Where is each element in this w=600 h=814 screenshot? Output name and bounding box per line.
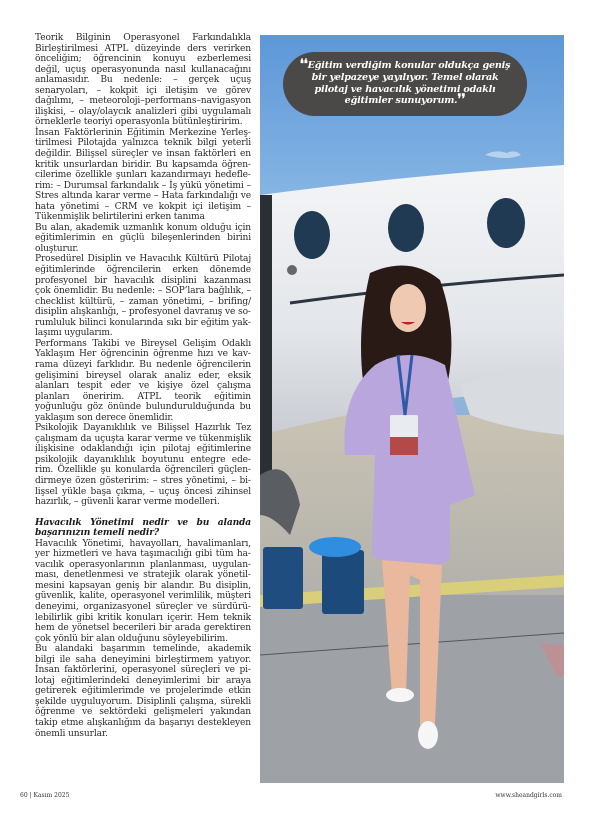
- shoe: [418, 721, 438, 749]
- pull-quote-text: Eğitim verdiğim konular oldukça geniş bir yelpazeye yayılıyor. Temel olarak pilotaj ve havacılık yönetimi odaklı eğitimler sunuyorum.: [307, 60, 511, 107]
- face: [390, 284, 426, 332]
- close-quote-icon: ❜❜: [457, 92, 466, 108]
- pull-quote: [283, 52, 527, 116]
- paragraph-human-factors: İnsan Faktörlerinin Eğitimin Merkezine Yerleştirilmesi Pilotajda yalnızca teknik bilgi yeterli değildir. Bilişsel süreçler ve insan faktörleri en kritik unsurlardan biridir. Bu kapsamda öğrencilerime özellikle şunları kazandırmayı hedeflerim: – Durumsal farkındalık – İş yükü yönetimi – Stres altında karar verme – Hata farkındalığı ve hata yönetimi – CRM ve kokpit içi iletişim – Tükenmişlik belirtilerini erken tanıma: [35, 127, 251, 223]
- paragraph-procedural: Prosedürel Disiplin ve Havacılık Kültürü Pilotaj eğitimlerinde öğrencilerin erken dönemde profesyonel bir havacılık disiplini kazanması çok önemlidir. Bu nedenle: – SOP’lara bağlılık, – checklist kültürü, – zaman yönetimi, – brifing/ disiplin alışkanlığı, – profesyonel davranış ve sorumluluk bilinci konularında sıkı bir eğitim yaklaşımı uygularım.: [35, 254, 251, 339]
- paragraph-academic: Bu alan, akademik uzmanlık konum olduğu için eğitimlerimin en güçlü bileşenlerinden birini oluşturur.: [35, 222, 251, 254]
- blue-bag: [309, 537, 361, 557]
- portrait-photo-illustration: [260, 35, 564, 783]
- website-url[interactable]: www.sheandgirls.com: [495, 792, 562, 799]
- answer-paragraph-definition: Havacılık Yönetimi, havayolları, havalimanları, yer hizmetleri ve hava taşımacılığı gibi tüm havacılık operasyonlarının planlanması, uygulanması, denetlenmesi ve stratejik olarak yönetilmesini kapsayan geniş bir alandır. Bu disiplin, güvenlik, kalite, operasyonel verimlilik, müşteri deneyimi, organizasyonel süreçler ve sürdürülebilirlik gibi kritik konuları içerir. Hem teknik hem de yönetsel becerileri bir arada gerektiren çok yönlü bir alan olduğunu söyleyebilirim.: [35, 538, 251, 644]
- trash-bin: [322, 550, 364, 614]
- aircraft-window: [294, 211, 330, 259]
- aircraft-window: [487, 198, 525, 248]
- trash-bin: [263, 547, 303, 609]
- open-quote-icon: ❛❛: [299, 57, 308, 72]
- shoe: [386, 688, 414, 702]
- aircraft-door: [260, 195, 272, 505]
- badge-stripe: [390, 437, 418, 455]
- aircraft-logo: [287, 265, 297, 275]
- interview-question: Havacılık Yönetimi nedir ve bu alanda başarınızın temeli nedir?: [35, 516, 251, 539]
- article-text-column: [35, 33, 251, 739]
- page-number-date: 60 | Kasım 2025: [20, 792, 70, 799]
- paragraph-psychological: Psikolojik Dayanıklılık ve Bilişsel Hazırlık Tez çalışmam da uçuşta karar verme ve tükenmişlik ilişkisine odaklandığı için pilotaj eğitimlerine psikolojik dayanıklılık boyutunu entegre ederim. Özellikle şu konularda öğrencileri güçlendirmeye özen gösteririm: – stres yönetimi, – bilişsel yükle başa çıkma, – uçuş öncesi zihinsel hazırlık, – güvenli karar verme modelleri.: [35, 423, 251, 508]
- portrait-photo: [260, 35, 564, 783]
- aircraft-window: [388, 204, 424, 252]
- paragraph-performance: Performans Takibi ve Bireysel Gelişim Odaklı Yaklaşım Her öğrencinin öğrenme hızı ve kavrama düzeyi farklıdır. Bu nedenle öğrencilerin gelişimini bireysel olarak analiz eder, eksik alanları tespit eder ve kişiye özel çalışma planları öneririm. ATPL teorik eğitimin yoğunluğu göz önünde bulundurulduğunda bu yaklaşım son derece önemlidir.: [35, 338, 251, 423]
- answer-paragraph-success: Bu alandaki başarımın temelinde, akademik bilgi ile saha deneyimini birleştirmem yatıyor. İnsan faktörlerini, operasyonel süreçleri ve pilotaj eğitimlerindeki deneyimlerimi bir araya getirerek eğitimlerimde ve projelerimde etkin şekilde uyguluyorum. Disiplinli çalışma, sürekli öğrenme ve sektördeki gelişmeleri yakından takip etme alışkanlığım da başarıyı destekleyen önemli unsurlar.: [35, 644, 251, 739]
- tarmac-lower: [260, 595, 564, 783]
- paragraph-theory: Teorik Bilginin Operasyonel Farkındalıkla Birleştirilmesi ATPL düzeyinde ders verirken önceliğim; öğrencinin konuyu ezberlemesi değil, uçuş operasyonunda nasıl kullanacağını anlamasıdır. Bu nedenle: – gerçek uçuş senaryoları, – kokpit içi iletişim ve görev dağılımı, – meteoroloji–performans–navigasyon ilişkisi, – olay/olaycık analizleri gibi uygulamalı örneklerle teoriyi operasyonla bütünleştiririm.: [35, 33, 251, 128]
